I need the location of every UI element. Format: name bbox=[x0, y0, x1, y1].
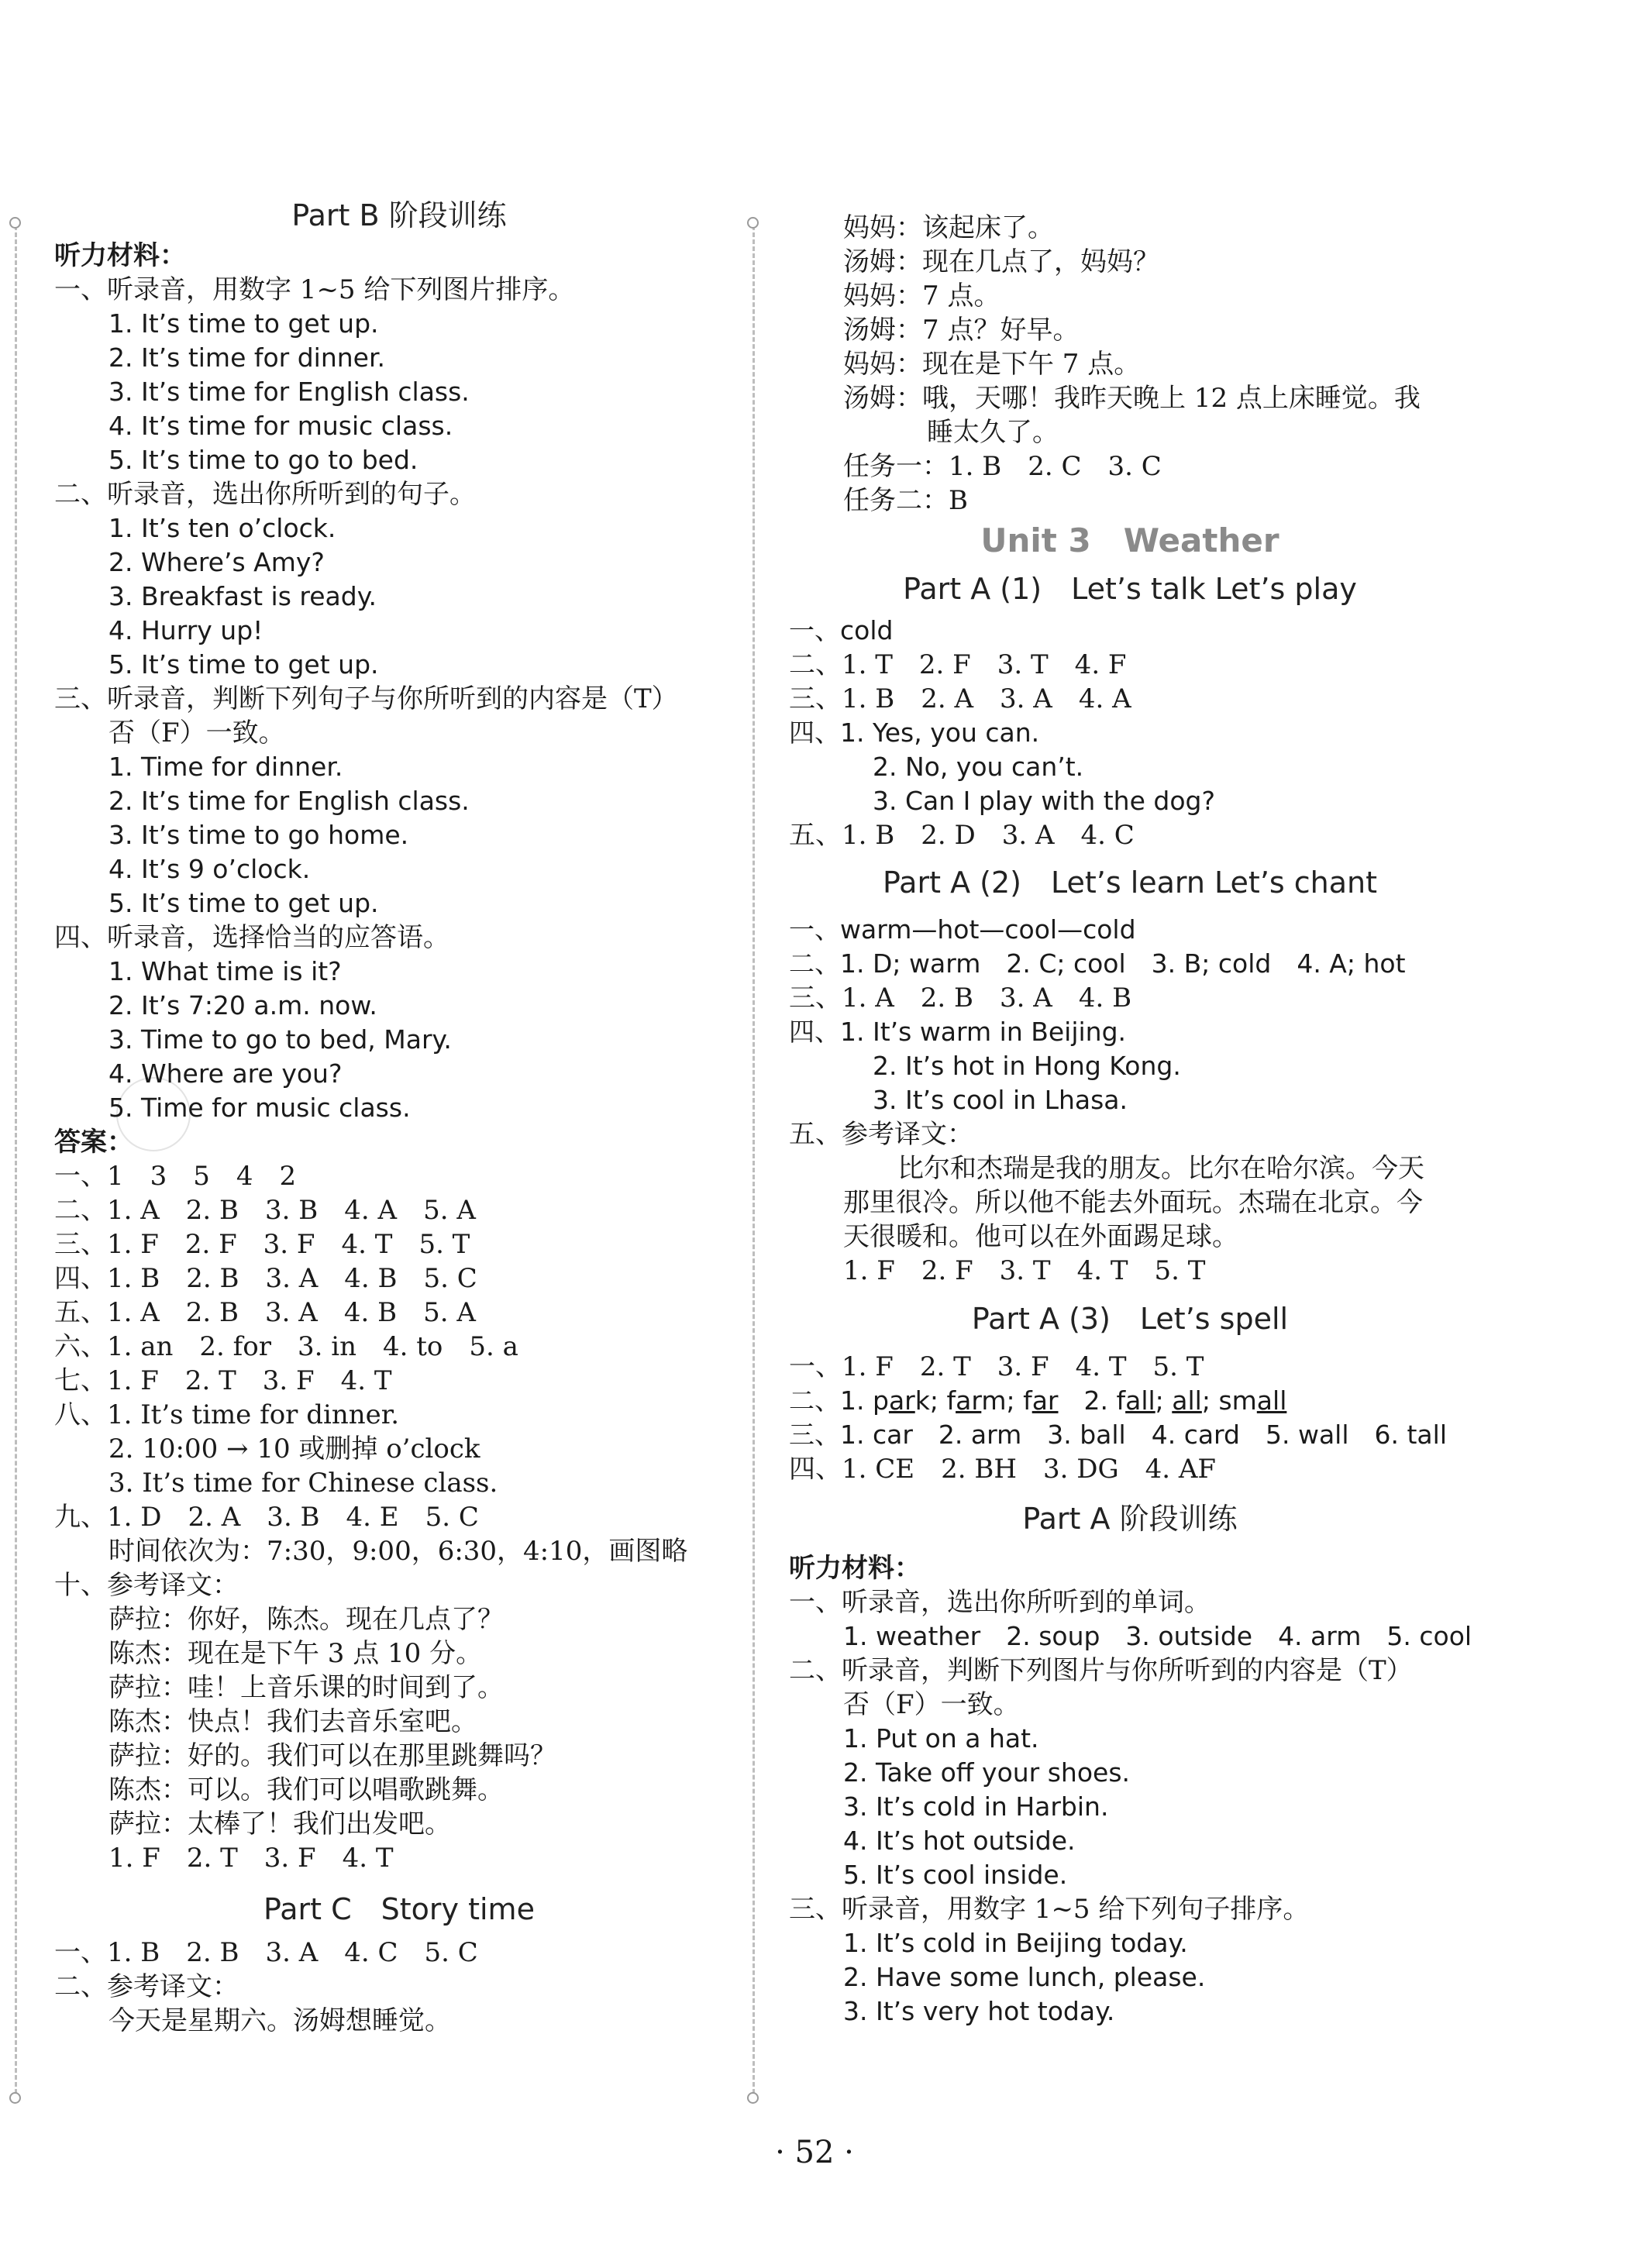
pa1-row: 三、1. B 2. A 3. A 4. A bbox=[789, 683, 1131, 714]
right-column bbox=[789, 211, 1471, 2029]
partA1-title: Part A (1) Let’s talk Let’s play bbox=[903, 572, 1357, 606]
partC-row: 二、参考译文： bbox=[54, 1971, 239, 2002]
task2: 任务二：B bbox=[843, 485, 968, 516]
r1-items: 1. weather 2. soup 3. outside 4. arm 5. cool bbox=[843, 1621, 1472, 1651]
s1-item: 2. It’s time for dinner. bbox=[108, 342, 386, 373]
dialogue-line: 陈杰：现在是下午 3 点 10 分。 bbox=[108, 1638, 483, 1669]
spell-word: fall bbox=[1116, 1385, 1155, 1416]
s4-item: 4. Where are you? bbox=[108, 1058, 343, 1089]
center-divider-bottom-dot bbox=[747, 2092, 759, 2104]
pa3-row-spell bbox=[789, 1384, 1471, 1418]
pa1-row: 一、cold bbox=[789, 615, 894, 645]
s4-item: 2. It’s 7:20 a.m. now. bbox=[108, 990, 377, 1020]
r2-title: 二、听录音，判断下列图片与你所听到的内容是（T） bbox=[789, 1655, 1413, 1686]
pa2-row: 一、warm—hot—cool—cold bbox=[789, 914, 1136, 945]
s2-item: 3. Breakfast is ready. bbox=[108, 581, 377, 611]
pa3-prefix: 二、1. bbox=[789, 1385, 873, 1416]
pa2-row: 四、1. It’s warm in Beijing. bbox=[789, 1017, 1127, 1047]
s2-item: 1. It’s ten o’clock. bbox=[108, 513, 336, 543]
pa2-text: 比尔和杰瑞是我的朋友。比尔在哈尔滨。今天 bbox=[897, 1153, 1424, 1184]
r2-item: 1. Put on a hat. bbox=[843, 1723, 1039, 1753]
r2-item: 5. It’s cool inside. bbox=[843, 1860, 1068, 1890]
s1-item: 1. It’s time to get up. bbox=[108, 308, 379, 339]
left-margin-divider bbox=[15, 219, 17, 2094]
dialogue-line: 萨拉：哇！上音乐课的时间到了。 bbox=[108, 1672, 504, 1703]
r1-title: 一、听录音，选出你所听到的单词。 bbox=[789, 1587, 1211, 1618]
separator: ; bbox=[929, 1385, 947, 1416]
spell-word: far bbox=[1023, 1385, 1059, 1416]
s2-item: 4. Hurry up! bbox=[108, 615, 263, 645]
dialogue-line: 萨拉：太棒了！我们出发吧。 bbox=[108, 1809, 451, 1840]
dialogue-line: 萨拉：好的。我们可以在那里跳舞吗？ bbox=[108, 1740, 556, 1771]
story-line: 汤姆：7 点？好早。 bbox=[843, 315, 1080, 346]
pa1-row: 四、1. Yes, you can. bbox=[789, 718, 1040, 748]
partC-title: Part C Story time bbox=[263, 1892, 535, 1926]
s3-title: 三、听录音，判断下列句子与你所听到的内容是（T） bbox=[54, 683, 678, 714]
r2-item: 4. It’s hot outside. bbox=[843, 1826, 1076, 1856]
dialogue-line: 萨拉：你好，陈杰。现在几点了？ bbox=[108, 1604, 504, 1635]
s4-item: 1. What time is it? bbox=[108, 956, 342, 986]
partA2-title: Part A (2) Let’s learn Let’s chant bbox=[882, 866, 1378, 900]
s1-title: 一、听录音，用数字 1~5 给下列图片排序。 bbox=[54, 274, 575, 305]
s3-item: 3. It’s time to go home. bbox=[108, 820, 409, 850]
answer-row: 七、1. F 2. T 3. F 4. T bbox=[54, 1365, 392, 1396]
partA-stage-title: Part A 阶段训练 bbox=[1022, 1502, 1238, 1536]
pa2-sub: 2. It’s hot in Hong Kong. bbox=[873, 1051, 1181, 1081]
r2-title-cont: 否（F）一致。 bbox=[843, 1689, 1020, 1720]
pa3-row: 四、1. CE 2. BH 3. DG 4. AF bbox=[789, 1454, 1217, 1485]
story-line: 汤姆：哦，天哪！我昨天晚上 12 点上床睡觉。我 bbox=[843, 383, 1421, 414]
answer-row: 五、1. A 2. B 3. A 4. B 5. A bbox=[54, 1297, 476, 1328]
answer10-title: 十、参考译文： bbox=[54, 1570, 239, 1601]
story-line: 汤姆：现在几点了，妈妈？ bbox=[843, 246, 1159, 277]
partB-title: Part B 阶段训练 bbox=[291, 198, 507, 232]
s4-item: 3. Time to go to bed, Mary. bbox=[108, 1024, 452, 1055]
s3-item: 4. It’s 9 o’clock. bbox=[108, 854, 311, 884]
center-divider-top-dot bbox=[747, 217, 759, 229]
r3-item: 2. Have some lunch, please. bbox=[843, 1962, 1206, 1992]
spell-word: park bbox=[872, 1385, 930, 1416]
s2-item: 5. It’s time to get up. bbox=[108, 649, 379, 680]
answer10-answers: 1. F 2. T 3. F 4. T bbox=[108, 1843, 394, 1874]
answer-row: 四、1. B 2. B 3. A 4. B 5. C bbox=[54, 1263, 477, 1294]
s4-title: 四、听录音，选择恰当的应答语。 bbox=[54, 922, 449, 953]
s4-item: 5. Time for music class. bbox=[108, 1093, 411, 1123]
s3-item: 2. It’s time for English class. bbox=[108, 786, 470, 816]
separator: 2. bbox=[1058, 1385, 1117, 1416]
answer-row: 二、1. A 2. B 3. B 4. A 5. A bbox=[54, 1195, 476, 1226]
partA3-title: Part A (3) Let’s spell bbox=[971, 1302, 1289, 1336]
partC-row: 一、1. B 2. B 3. A 4. C 5. C bbox=[54, 1937, 478, 1968]
s3-title-cont: 否（F）一致。 bbox=[108, 718, 285, 749]
s2-item: 2. Where’s Amy? bbox=[108, 547, 325, 577]
separator: ; bbox=[1201, 1385, 1219, 1416]
unit-title: Unit 3 Weather bbox=[980, 521, 1279, 559]
center-divider bbox=[753, 219, 755, 2094]
answers-label: 答案： bbox=[54, 1127, 133, 1158]
s1-item: 4. It’s time for music class. bbox=[108, 411, 453, 441]
pa2-row: 二、1. D; warm 2. C; cool 3. B; cold 4. A; hot bbox=[789, 948, 1406, 979]
s3-item: 1. Time for dinner. bbox=[108, 752, 343, 782]
pa2-row: 五、参考译文： bbox=[789, 1119, 973, 1150]
pa1-row: 五、1. B 2. D 3. A 4. C bbox=[789, 820, 1135, 851]
separator: ; bbox=[1006, 1385, 1024, 1416]
pa2-answers: 1. F 2. F 3. T 4. T 5. T bbox=[843, 1255, 1206, 1286]
story-line: 妈妈：7 点。 bbox=[843, 280, 1000, 311]
dialogue-line: 陈杰：快点！我们去音乐室吧。 bbox=[108, 1706, 477, 1737]
task1: 任务一：1. B 2. C 3. C bbox=[843, 451, 1162, 482]
pa3-row: 三、1. car 2. arm 3. ball 4. card 5. wall 6. tall bbox=[789, 1420, 1447, 1450]
pa2-text: 天很暖和。他可以在外面踢足球。 bbox=[843, 1221, 1238, 1252]
pa2-text: 那里很冷。所以他不能去外面玩。杰瑞在北京。今 bbox=[843, 1187, 1423, 1218]
story-line-cont: 睡太久了。 bbox=[927, 417, 1059, 448]
separator: ; bbox=[1155, 1385, 1173, 1416]
left-column bbox=[54, 200, 744, 2038]
s2-title: 二、听录音，选出你所听到的句子。 bbox=[54, 479, 476, 510]
answer9-row: 九、1. D 2. A 3. B 4. E 5. C bbox=[54, 1502, 479, 1533]
answer9-note: 时间依次为：7:30，9:00，6:30，4:10，画图略 bbox=[108, 1536, 688, 1567]
answer-row: 六、1. an 2. for 3. in 4. to 5. a bbox=[54, 1331, 518, 1362]
s1-item: 3. It’s time for English class. bbox=[108, 377, 470, 407]
partC-text: 今天是星期六。汤姆想睡觉。 bbox=[108, 2005, 451, 2036]
spell-word: small bbox=[1218, 1385, 1287, 1416]
s1-item: 5. It’s time to go to bed. bbox=[108, 445, 418, 475]
dialogue-line: 陈杰：可以。我们可以唱歌跳舞。 bbox=[108, 1774, 504, 1805]
answer8-item: 2. 10:00 → 10 或删掉 o’clock bbox=[108, 1433, 480, 1464]
pa2-sub: 3. It’s cool in Lhasa. bbox=[873, 1085, 1128, 1115]
spell-word: farm bbox=[946, 1385, 1007, 1416]
answer8-item: 3. It’s time for Chinese class. bbox=[108, 1468, 498, 1499]
r2-item: 3. It’s cold in Harbin. bbox=[843, 1791, 1109, 1822]
left-divider-top-dot bbox=[9, 217, 21, 229]
r3-item: 1. It’s cold in Beijing today. bbox=[843, 1928, 1188, 1958]
story-line: 妈妈：现在是下午 7 点。 bbox=[843, 349, 1141, 380]
left-divider-bottom-dot bbox=[9, 2092, 21, 2104]
pa2-row: 三、1. A 2. B 3. A 4. B bbox=[789, 983, 1132, 1014]
answer-row: 三、1. F 2. F 3. F 4. T 5. T bbox=[54, 1229, 470, 1260]
spell-word: all bbox=[1172, 1385, 1202, 1416]
s3-item: 5. It’s time to get up. bbox=[108, 888, 379, 918]
answer-row: 一、1 3 5 4 2 bbox=[54, 1161, 297, 1192]
story-line: 妈妈：该起床了。 bbox=[843, 212, 1054, 243]
page-number: · 52 · bbox=[775, 2135, 854, 2170]
r3-title: 三、听录音，用数字 1~5 给下列句子排序。 bbox=[789, 1894, 1310, 1925]
pa3-row: 一、1. F 2. T 3. F 4. T 5. T bbox=[789, 1351, 1204, 1382]
pa1-sub: 2. No, you can’t. bbox=[873, 752, 1084, 782]
r2-item: 2. Take off your shoes. bbox=[843, 1757, 1131, 1788]
pa1-row: 二、1. T 2. F 3. T 4. F bbox=[789, 649, 1127, 680]
listening-label: 听力材料： bbox=[789, 1553, 921, 1584]
pa1-sub: 3. Can I play with the dog? bbox=[873, 786, 1215, 816]
r3-item: 3. It’s very hot today. bbox=[843, 1996, 1115, 2026]
listening-label: 听力材料： bbox=[54, 240, 186, 271]
answer-row: 八、1. It’s time for dinner. bbox=[54, 1399, 400, 1430]
